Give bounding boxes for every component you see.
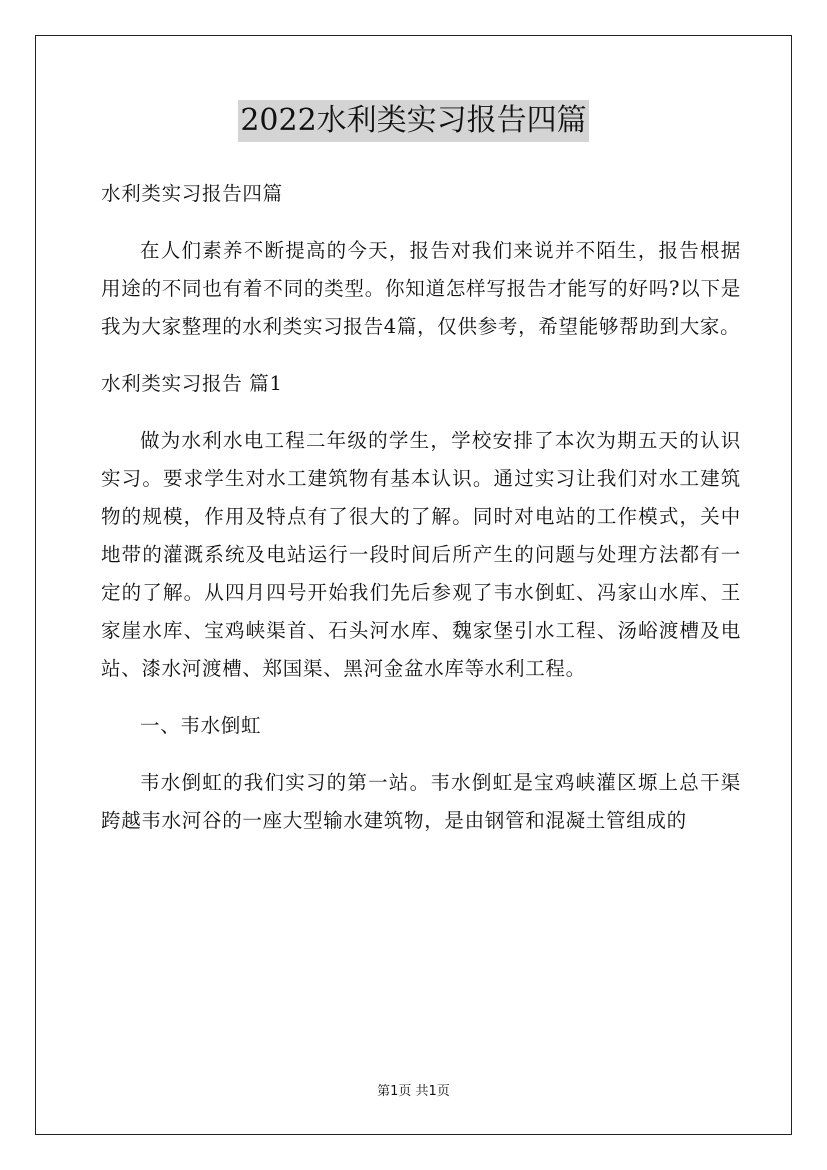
- body-paragraph: 韦水倒虹的我们实习的第一站。韦水倒虹是宝鸡峡灌区塬上总干渠跨越韦水河谷的一座大型输水建筑物，是由钢管和混凝土管组成的: [101, 771, 741, 832]
- document-heading: 水利类实习报告四篇: [101, 182, 283, 205]
- intro-paragraph: 在人们素养不断提高的今天，报告对我们来说并不陌生，报告根据用途的不同也有着不同的类型。你知道怎样写报告才能写的好吗?以下是我为大家整理的水利类实习报告4篇，仅供参考，希望能够帮助到大家。: [101, 239, 741, 338]
- document-title: 2022水利类实习报告四篇: [238, 100, 588, 142]
- page-footer: 第1页 共1页: [377, 1084, 450, 1099]
- section-heading: 水利类实习报告 篇1: [101, 372, 283, 395]
- document-body: [101, 175, 741, 859]
- sub-heading: 一、韦水倒虹: [140, 714, 262, 737]
- title-container: [0, 100, 827, 142]
- body-paragraph: 做为水利水电工程二年级的学生，学校安排了本次为期五天的认识实习。要求学生对水工建筑物有基本认识。通过实习让我们对水工建筑物的规模，作用及特点有了很大的了解。同时对电站的工作模式，关中地带的灌溉系统及电站运行一段时间后所产生的问题与处理方法都有一定的了解。从四月四号开始我们先后参观了韦水倒虹、冯家山水库、王家崖水库、宝鸡峡渠首、石头河水库、魏家堡引水工程、汤峪渡槽及电站、漆水河渡槽、郑国渠、黑河金盆水库等水利工程。: [101, 429, 741, 680]
